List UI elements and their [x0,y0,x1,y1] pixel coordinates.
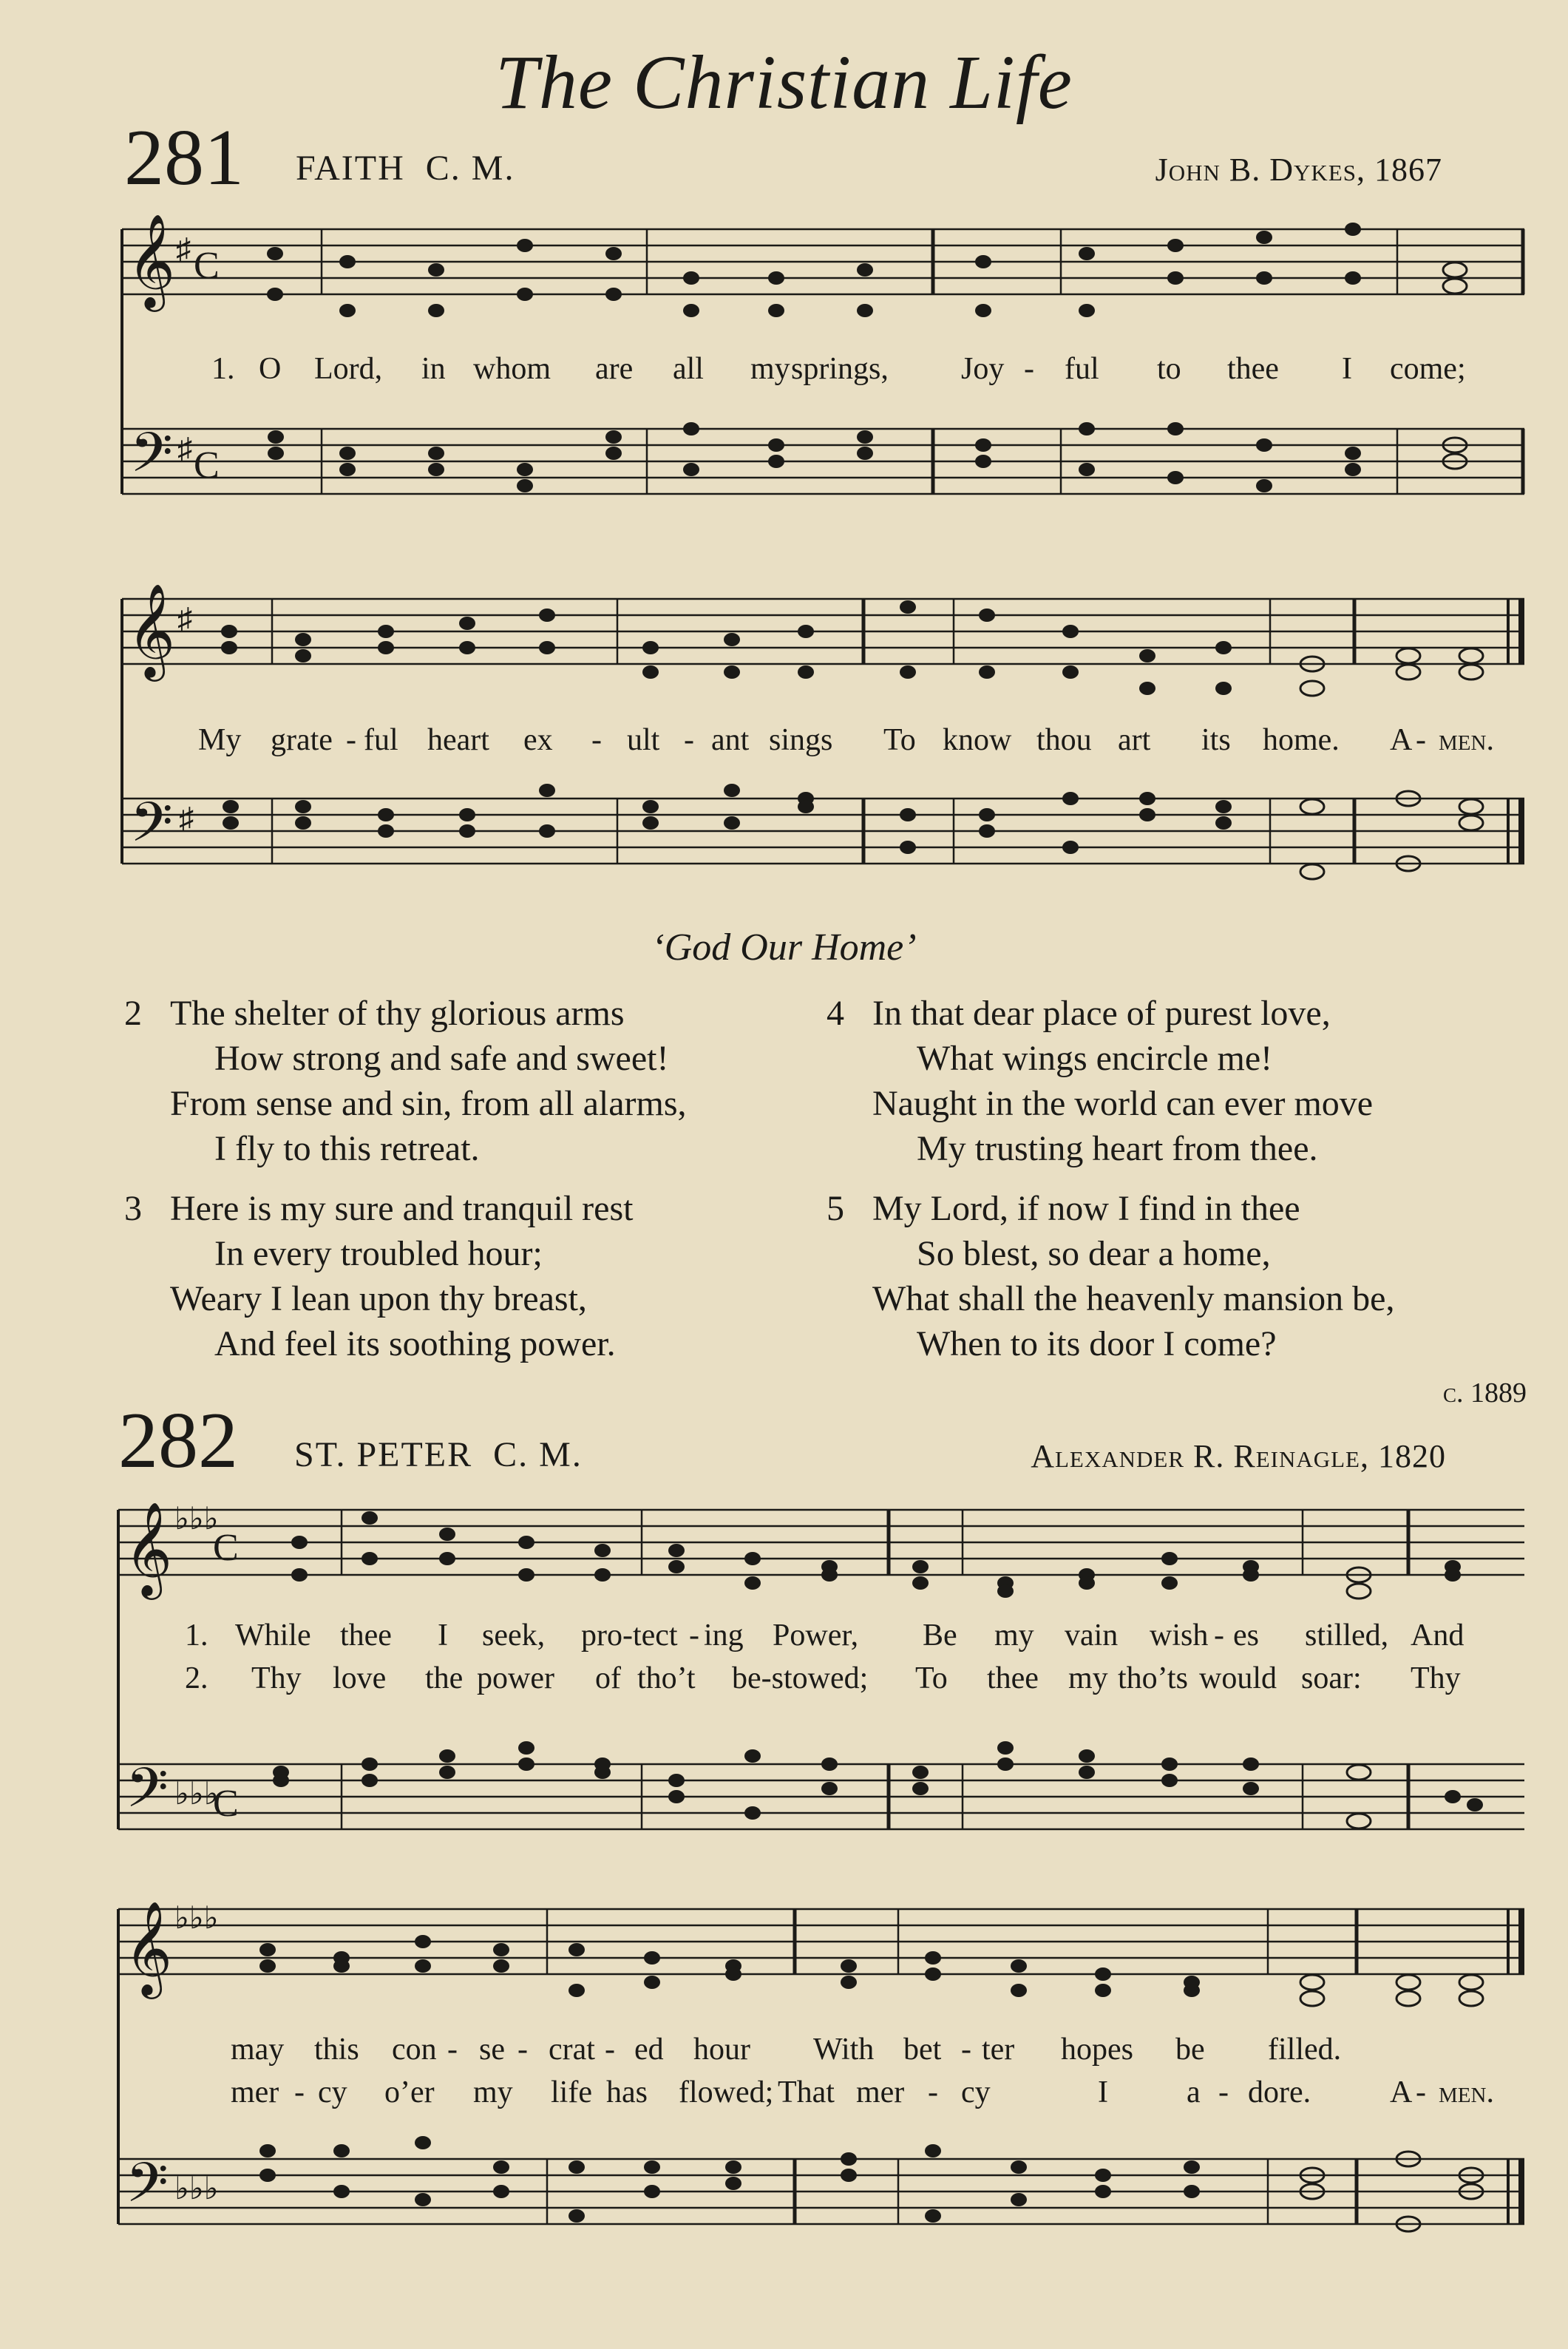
lyric-syllable: stilled, [1305,1618,1389,1653]
lyric-syllable: cy [961,2075,991,2109]
lyric-syllable: - [689,1618,699,1653]
lyric-syllable: tho’ts [1118,1661,1188,1695]
lyric-syllable: To [883,723,916,757]
lyric-syllable: And [1411,1618,1465,1653]
lyrics-282-verse2-line2 [0,2075,1568,2119]
stanza-line: Naught in the world can ever move [872,1084,1374,1123]
lyric-syllable: soar: [1301,1661,1362,1695]
lyric-syllable: of [595,1661,621,1695]
lyric-syllable: sings [769,723,833,757]
stanza-line: In every troubled hour; [214,1234,543,1273]
lyric-syllable: wish [1150,1618,1209,1653]
key-signature-sharp-icon: ♯ [177,602,192,635]
tune-label: FAITH [296,149,405,188]
lyric-syllable: love [333,1661,387,1695]
lyric-syllable: my [1068,1661,1108,1695]
bass-clef-icon: 𝄢 [130,421,173,498]
stanza-line: From sense and sin, from all alarms, [170,1084,687,1123]
lyric-syllable: I [1342,352,1352,386]
lyric-syllable: That [778,2075,835,2109]
lyric-syllable: thee [987,1661,1039,1695]
lyric-syllable: mer [231,2075,279,2109]
lyric-syllable: would [1199,1661,1277,1695]
lyric-syllable: - [346,723,356,757]
lyric-syllable: seek, [482,1618,546,1653]
lyric-syllable: power [477,1661,554,1695]
lyric-syllable: - [517,2033,528,2067]
stanza-line: And feel its soothing power. [214,1324,616,1363]
lyric-syllable: its [1201,723,1231,757]
bass-clef-icon: 𝄢 [126,1756,169,1834]
time-signature-icon: C [194,245,220,287]
lyric-syllable: the [425,1661,464,1695]
lyric-syllable: Lord, [314,352,383,386]
lyric-syllable: Power, [773,1618,859,1653]
lyric-syllable: - [1024,352,1034,386]
lyric-syllable: tho’t [637,1661,696,1695]
lyric-syllable: know [943,723,1012,757]
stanza-number: 4 [827,994,844,1033]
lyric-syllable: thou [1036,723,1092,757]
lyric-syllable: in [421,352,446,386]
lyrics-282-verse1-line1 [0,1618,1568,1662]
lyric-syllable: - [591,723,602,757]
stanza-number: 3 [124,1189,142,1228]
lyric-syllable: Thy [1411,1661,1461,1695]
lyric-syllable: a [1187,2075,1201,2109]
lyric-syllable: - [294,2075,305,2109]
lyric-syllable: whom [473,352,551,386]
stanza-line: Here is my sure and tranquil rest [170,1189,634,1228]
lyric-syllable: dore. [1248,2075,1311,2109]
lyric-syllable: be-stowed; [732,1661,869,1695]
lyric-syllable: home. [1263,723,1340,757]
lyrics-282-verse1-line2 [0,2032,1568,2076]
time-signature-icon: C [194,444,220,487]
key-signature-sharp-icon: ♯ [179,801,194,835]
lyric-syllable: With [813,2033,875,2067]
lyric-syllable: ful [1065,352,1099,386]
lyric-syllable: be [1175,2033,1205,2067]
lyric-syllable: con [392,2033,437,2067]
treble-clef-icon: 𝄞 [124,1501,173,1596]
lyric-syllable: My [198,723,242,757]
stanza-number: 2 [124,994,142,1033]
meter-label: C. M. [425,149,515,188]
lyric-syllable: I [1098,2075,1108,2109]
stanza-line: My trusting heart from thee. [917,1129,1318,1168]
stanza-number: 5 [827,1189,844,1228]
lyric-syllable: mer [856,2075,905,2109]
hymn-number-282: 282 [118,1397,238,1485]
stanza-line: I fly to this retreat. [214,1129,480,1168]
lyric-syllable: ful [364,723,398,757]
lyric-syllable: bet [903,2033,942,2067]
lyric-syllable: men. [1439,2075,1494,2109]
hymn-date: c. 1889 [1442,1377,1527,1409]
tune-label: ST. PETER [294,1435,473,1474]
lyric-syllable: 1. [211,352,235,386]
lyric-syllable: To [915,1661,948,1695]
lyric-syllable: - [684,723,694,757]
lyric-syllable: - [1218,2075,1229,2109]
lyric-syllable: springs, [791,352,889,386]
lyric-syllable: are [595,352,634,386]
lyric-syllable: to [1157,352,1181,386]
treble-clef-icon: 𝄞 [127,214,176,308]
lyric-syllable: ex [523,723,553,757]
lyric-syllable: crat [549,2033,595,2067]
lyric-syllable: hopes [1061,2033,1133,2067]
lyric-syllable: vain [1065,1618,1119,1653]
lyric-syllable: - [605,2033,615,2067]
lyric-syllable: thee [1227,352,1279,386]
lyric-syllable: pro-tect [581,1618,678,1653]
lyric-syllable: ed [634,2033,664,2067]
key-signature-flat-icon: ♭♭♭ [174,1502,219,1536]
lyric-syllable: men. [1439,723,1494,757]
lyric-syllable: grate [271,723,333,757]
lyric-syllable: ant [711,723,750,757]
lyric-syllable: thee [340,1618,392,1653]
stanza-4 [827,991,1536,1183]
hymn-number-281: 281 [124,114,244,202]
lyric-syllable: 2. [185,1661,208,1695]
lyric-syllable: O [259,352,282,386]
lyric-syllable: A [1390,2075,1413,2109]
stanza-line: My Lord, if now I find in thee [872,1189,1300,1228]
lyric-syllable: this [314,2033,359,2067]
hymn-subtitle: ‘God Our Home’ [651,926,917,969]
lyric-syllable: ing [704,1618,744,1653]
lyric-syllable: - [961,2033,971,2067]
lyric-syllable: - [1214,1618,1224,1653]
lyric-syllable: es [1233,1618,1259,1653]
lyric-syllable: A [1390,723,1413,757]
lyric-syllable: Be [923,1618,957,1653]
stanza-line: How strong and safe and sweet! [214,1039,669,1078]
stanza-line: What shall the heavenly mansion be, [872,1279,1395,1318]
composer-281: John B. Dykes, 1867 [1155,152,1442,188]
lyric-syllable: While [235,1618,311,1653]
page-title: The Christian Life [495,40,1073,125]
stanza-line: In that dear place of purest love, [872,994,1331,1033]
stanza-line: When to its door I come? [917,1324,1277,1363]
lyrics-281-line1 [0,351,1568,396]
stanza-line: What wings encircle me! [917,1039,1273,1078]
bass-clef-icon: 𝄢 [130,790,173,868]
stanza-line: So blest, so dear a home, [917,1234,1271,1273]
lyric-syllable: my [994,1618,1034,1653]
time-signature-icon: C [213,1783,239,1825]
key-signature-sharp-icon: ♯ [176,232,191,265]
key-signature-flat-icon: ♭♭♭ [174,2172,219,2206]
lyrics-281-line2 [0,722,1568,767]
lyric-syllable: 1. [185,1618,208,1653]
key-signature-flat-icon: ♭♭♭ [174,1777,219,1811]
lyric-syllable: ult [627,723,660,757]
treble-clef-icon: 𝄞 [124,1900,173,1995]
lyric-syllable: life [551,2075,592,2109]
lyric-syllable: my [750,352,790,386]
lyric-syllable: filled. [1268,2033,1342,2067]
meter-label: C. M. [493,1435,583,1474]
lyric-syllable: ter [982,2033,1015,2067]
stanza-2 [124,991,819,1183]
lyric-syllable: Joy [961,352,1005,386]
lyric-syllable: flowed; [679,2075,774,2109]
key-signature-sharp-icon: ♯ [177,432,192,465]
treble-clef-icon: 𝄞 [127,583,176,677]
stanza-5 [827,1186,1536,1378]
lyrics-282-verse2-line1 [0,1661,1568,1705]
lyric-syllable: all [673,352,704,386]
lyric-syllable: - [447,2033,458,2067]
lyric-syllable: - [928,2075,938,2109]
bass-clef-icon: 𝄢 [126,2151,169,2228]
stanza-line: The shelter of thy glorious arms [170,994,625,1033]
lyric-syllable: o’er [384,2075,435,2109]
composer-282: Alexander R. Reinagle, 1820 [1031,1438,1446,1474]
lyric-syllable: come; [1390,352,1466,386]
time-signature-icon: C [213,1527,239,1569]
lyric-syllable: has [606,2075,648,2109]
key-signature-flat-icon: ♭♭♭ [174,1902,219,1936]
lyric-syllable: cy [318,2075,347,2109]
lyric-syllable: art [1118,723,1151,757]
stanza-line: Weary I lean upon thy breast, [170,1279,587,1318]
lyric-syllable: se [479,2033,505,2067]
lyric-syllable: my [473,2075,513,2109]
lyric-syllable: hour [693,2033,750,2067]
stanza-3 [124,1186,819,1378]
lyric-syllable: Thy [251,1661,302,1695]
lyric-syllable: may [231,2033,285,2067]
tune-name-281 [296,148,515,189]
lyric-syllable: - [1416,723,1426,757]
lyric-syllable: I [438,1618,448,1653]
lyric-syllable: heart [427,723,489,757]
tune-name-282 [294,1434,583,1475]
lyric-syllable: - [1416,2075,1426,2109]
